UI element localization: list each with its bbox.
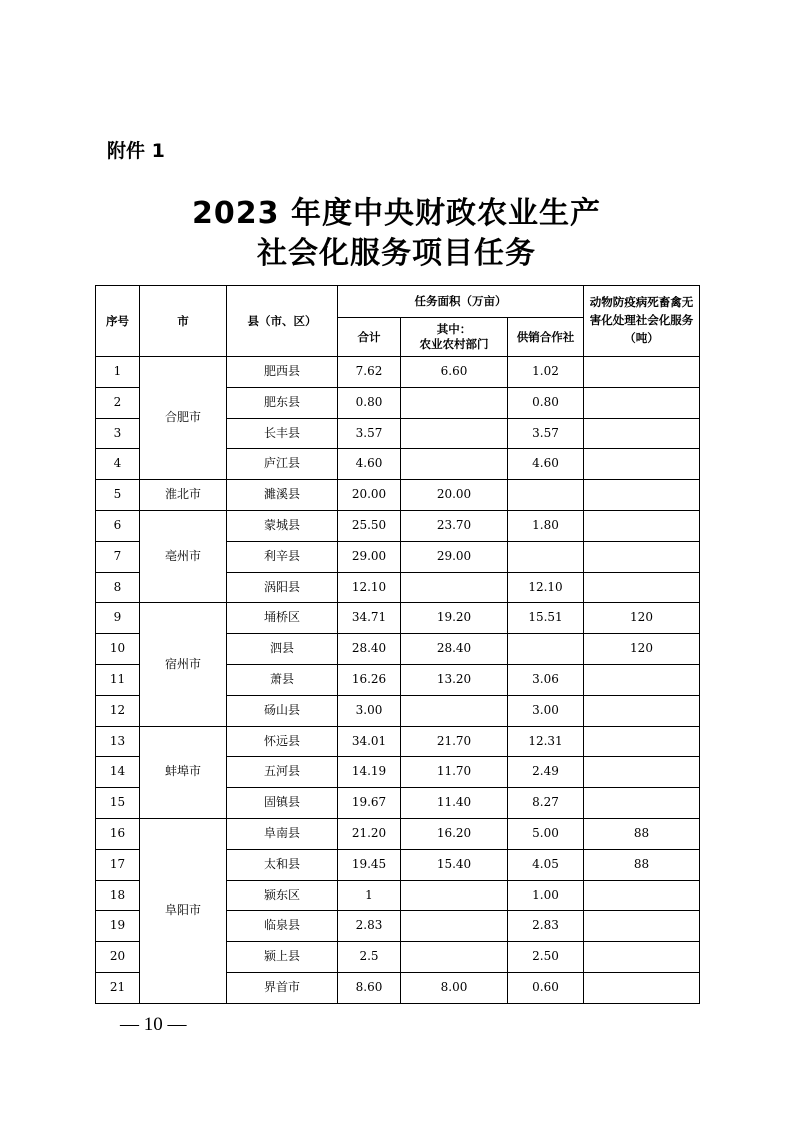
cell-city: 淮北市	[140, 480, 227, 511]
cell-agri-dept: 19.20	[401, 603, 508, 634]
cell-total: 1	[338, 880, 401, 911]
cell-animal-service	[584, 357, 700, 388]
cell-agri-dept	[401, 880, 508, 911]
cell-total: 14.19	[338, 757, 401, 788]
cell-total: 19.67	[338, 788, 401, 819]
cell-supply-coop: 1.00	[508, 880, 584, 911]
cell-supply-coop	[508, 480, 584, 511]
cell-seq: 13	[96, 726, 140, 757]
cell-seq: 14	[96, 757, 140, 788]
cell-seq: 15	[96, 788, 140, 819]
cell-county: 砀山县	[227, 695, 338, 726]
cell-county: 利辛县	[227, 541, 338, 572]
cell-total: 19.45	[338, 849, 401, 880]
cell-supply-coop: 1.80	[508, 510, 584, 541]
cell-total: 2.83	[338, 911, 401, 942]
cell-seq: 16	[96, 818, 140, 849]
cell-seq: 18	[96, 880, 140, 911]
cell-animal-service	[584, 972, 700, 1003]
table-header-row	[96, 286, 700, 318]
cell-county: 萧县	[227, 664, 338, 695]
cell-seq: 6	[96, 510, 140, 541]
cell-total: 28.40	[338, 634, 401, 665]
cell-city: 亳州市	[140, 510, 227, 602]
cell-seq: 20	[96, 942, 140, 973]
cell-total: 7.62	[338, 357, 401, 388]
cell-agri-dept	[401, 449, 508, 480]
cell-city: 蚌埠市	[140, 726, 227, 818]
cell-animal-service	[584, 880, 700, 911]
cell-county: 庐江县	[227, 449, 338, 480]
table-row	[96, 726, 700, 757]
cell-animal-service	[584, 572, 700, 603]
cell-seq: 5	[96, 480, 140, 511]
header-supply-coop: 供销合作社	[508, 318, 584, 357]
cell-seq: 8	[96, 572, 140, 603]
cell-supply-coop: 12.10	[508, 572, 584, 603]
cell-agri-dept: 29.00	[401, 541, 508, 572]
cell-county: 颍上县	[227, 942, 338, 973]
attachment-label: 附件 1	[107, 140, 165, 162]
cell-county: 涡阳县	[227, 572, 338, 603]
cell-agri-dept	[401, 911, 508, 942]
cell-supply-coop: 3.06	[508, 664, 584, 695]
cell-agri-dept: 13.20	[401, 664, 508, 695]
cell-animal-service	[584, 510, 700, 541]
cell-county: 颍东区	[227, 880, 338, 911]
cell-total: 25.50	[338, 510, 401, 541]
cell-county: 固镇县	[227, 788, 338, 819]
cell-city: 宿州市	[140, 603, 227, 726]
cell-county: 临泉县	[227, 911, 338, 942]
cell-animal-service	[584, 449, 700, 480]
table-row	[96, 510, 700, 541]
cell-seq: 21	[96, 972, 140, 1003]
cell-agri-dept: 16.20	[401, 818, 508, 849]
cell-animal-service	[584, 480, 700, 511]
cell-seq: 9	[96, 603, 140, 634]
header-task-area: 任务面积（万亩）	[338, 286, 584, 318]
header-total: 合计	[338, 318, 401, 357]
cell-agri-dept	[401, 942, 508, 973]
cell-total: 12.10	[338, 572, 401, 603]
cell-seq: 12	[96, 695, 140, 726]
cell-county: 阜南县	[227, 818, 338, 849]
cell-supply-coop: 3.57	[508, 418, 584, 449]
cell-seq: 7	[96, 541, 140, 572]
cell-supply-coop: 5.00	[508, 818, 584, 849]
header-city: 市	[140, 286, 227, 357]
page-number: — 10 —	[120, 1014, 187, 1035]
cell-supply-coop: 0.60	[508, 972, 584, 1003]
cell-total: 16.26	[338, 664, 401, 695]
table-row	[96, 480, 700, 511]
cell-seq: 3	[96, 418, 140, 449]
cell-total: 0.80	[338, 387, 401, 418]
cell-agri-dept: 11.40	[401, 788, 508, 819]
cell-supply-coop: 8.27	[508, 788, 584, 819]
cell-city: 合肥市	[140, 357, 227, 480]
cell-supply-coop	[508, 541, 584, 572]
cell-animal-service: 120	[584, 603, 700, 634]
cell-county: 五河县	[227, 757, 338, 788]
cell-seq: 4	[96, 449, 140, 480]
cell-agri-dept	[401, 387, 508, 418]
cell-agri-dept: 15.40	[401, 849, 508, 880]
header-seq: 序号	[96, 286, 140, 357]
cell-animal-service	[584, 387, 700, 418]
cell-animal-service	[584, 911, 700, 942]
cell-agri-dept: 20.00	[401, 480, 508, 511]
cell-agri-dept	[401, 695, 508, 726]
cell-supply-coop: 2.49	[508, 757, 584, 788]
cell-animal-service: 88	[584, 818, 700, 849]
cell-supply-coop: 12.31	[508, 726, 584, 757]
cell-agri-dept: 6.60	[401, 357, 508, 388]
cell-supply-coop: 2.83	[508, 911, 584, 942]
cell-seq: 10	[96, 634, 140, 665]
cell-county: 肥西县	[227, 357, 338, 388]
cell-seq: 19	[96, 911, 140, 942]
cell-agri-dept: 23.70	[401, 510, 508, 541]
cell-total: 3.57	[338, 418, 401, 449]
cell-animal-service	[584, 418, 700, 449]
cell-animal-service: 88	[584, 849, 700, 880]
cell-supply-coop: 4.05	[508, 849, 584, 880]
cell-seq: 1	[96, 357, 140, 388]
header-county: 县（市、区）	[227, 286, 338, 357]
cell-agri-dept	[401, 572, 508, 603]
cell-county: 濉溪县	[227, 480, 338, 511]
cell-animal-service	[584, 788, 700, 819]
cell-animal-service	[584, 664, 700, 695]
cell-county: 蒙城县	[227, 510, 338, 541]
cell-animal-service	[584, 726, 700, 757]
cell-county: 长丰县	[227, 418, 338, 449]
cell-agri-dept	[401, 418, 508, 449]
cell-agri-dept: 11.70	[401, 757, 508, 788]
document-title-line-2: 社会化服务项目任务	[257, 236, 536, 271]
cell-county: 怀远县	[227, 726, 338, 757]
cell-county: 界首市	[227, 972, 338, 1003]
cell-animal-service: 120	[584, 634, 700, 665]
cell-county: 埇桥区	[227, 603, 338, 634]
table-row	[96, 357, 700, 388]
cell-total: 4.60	[338, 449, 401, 480]
cell-county: 太和县	[227, 849, 338, 880]
task-table	[95, 285, 700, 1004]
cell-seq: 17	[96, 849, 140, 880]
cell-seq: 2	[96, 387, 140, 418]
cell-supply-coop: 2.50	[508, 942, 584, 973]
cell-seq: 11	[96, 664, 140, 695]
cell-total: 20.00	[338, 480, 401, 511]
header-agri-dept: 其中： 农业农村部门	[401, 318, 508, 357]
cell-total: 21.20	[338, 818, 401, 849]
header-animal-service: 动物防疫病死畜禽无害化处理社会化服务（吨）	[584, 286, 700, 357]
cell-animal-service	[584, 695, 700, 726]
cell-city: 阜阳市	[140, 818, 227, 1003]
cell-supply-coop: 3.00	[508, 695, 584, 726]
cell-supply-coop: 15.51	[508, 603, 584, 634]
table-row	[96, 603, 700, 634]
table-row	[96, 818, 700, 849]
cell-animal-service	[584, 942, 700, 973]
cell-total: 34.01	[338, 726, 401, 757]
document-title-line-1: 2023 年度中央财政农业生产	[192, 196, 601, 231]
cell-agri-dept: 8.00	[401, 972, 508, 1003]
cell-animal-service	[584, 541, 700, 572]
cell-supply-coop: 1.02	[508, 357, 584, 388]
cell-total: 2.5	[338, 942, 401, 973]
cell-supply-coop	[508, 634, 584, 665]
cell-total: 8.60	[338, 972, 401, 1003]
cell-total: 34.71	[338, 603, 401, 634]
cell-animal-service	[584, 757, 700, 788]
cell-total: 3.00	[338, 695, 401, 726]
cell-agri-dept: 21.70	[401, 726, 508, 757]
cell-supply-coop: 0.80	[508, 387, 584, 418]
cell-supply-coop: 4.60	[508, 449, 584, 480]
cell-total: 29.00	[338, 541, 401, 572]
cell-county: 肥东县	[227, 387, 338, 418]
cell-county: 泗县	[227, 634, 338, 665]
cell-agri-dept: 28.40	[401, 634, 508, 665]
